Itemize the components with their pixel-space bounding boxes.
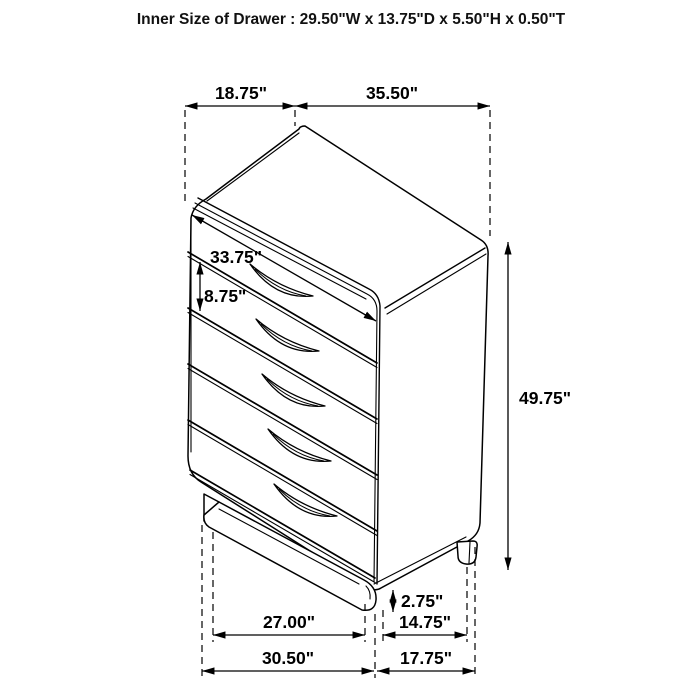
dim-height-label: 49.75" <box>519 388 572 408</box>
dim-bottom-width-label: 30.50" <box>261 648 315 668</box>
dim-base-depth-label: 14.75" <box>398 612 452 632</box>
dim-foot-height-label: 2.75" <box>401 591 444 611</box>
dim-top-width-label: 35.50" <box>365 83 419 103</box>
dim-drawer-height-label: 8.75" <box>204 286 247 306</box>
chest-drawing <box>188 126 488 610</box>
dim-top-depth-label: 18.75" <box>214 83 268 103</box>
dim-bottom-depth-label: 17.75" <box>399 648 453 668</box>
foot-height-dimension <box>393 590 443 612</box>
dim-base-width-label: 27.00" <box>262 612 316 632</box>
height-dimension <box>508 242 571 570</box>
dim-front-width-label: 33.75" <box>210 247 263 267</box>
diagram-title: Inner Size of Drawer : 29.50"W x 13.75"D x 5.50"H x 0.50"T <box>136 11 566 28</box>
base-rear-foot <box>457 541 477 564</box>
